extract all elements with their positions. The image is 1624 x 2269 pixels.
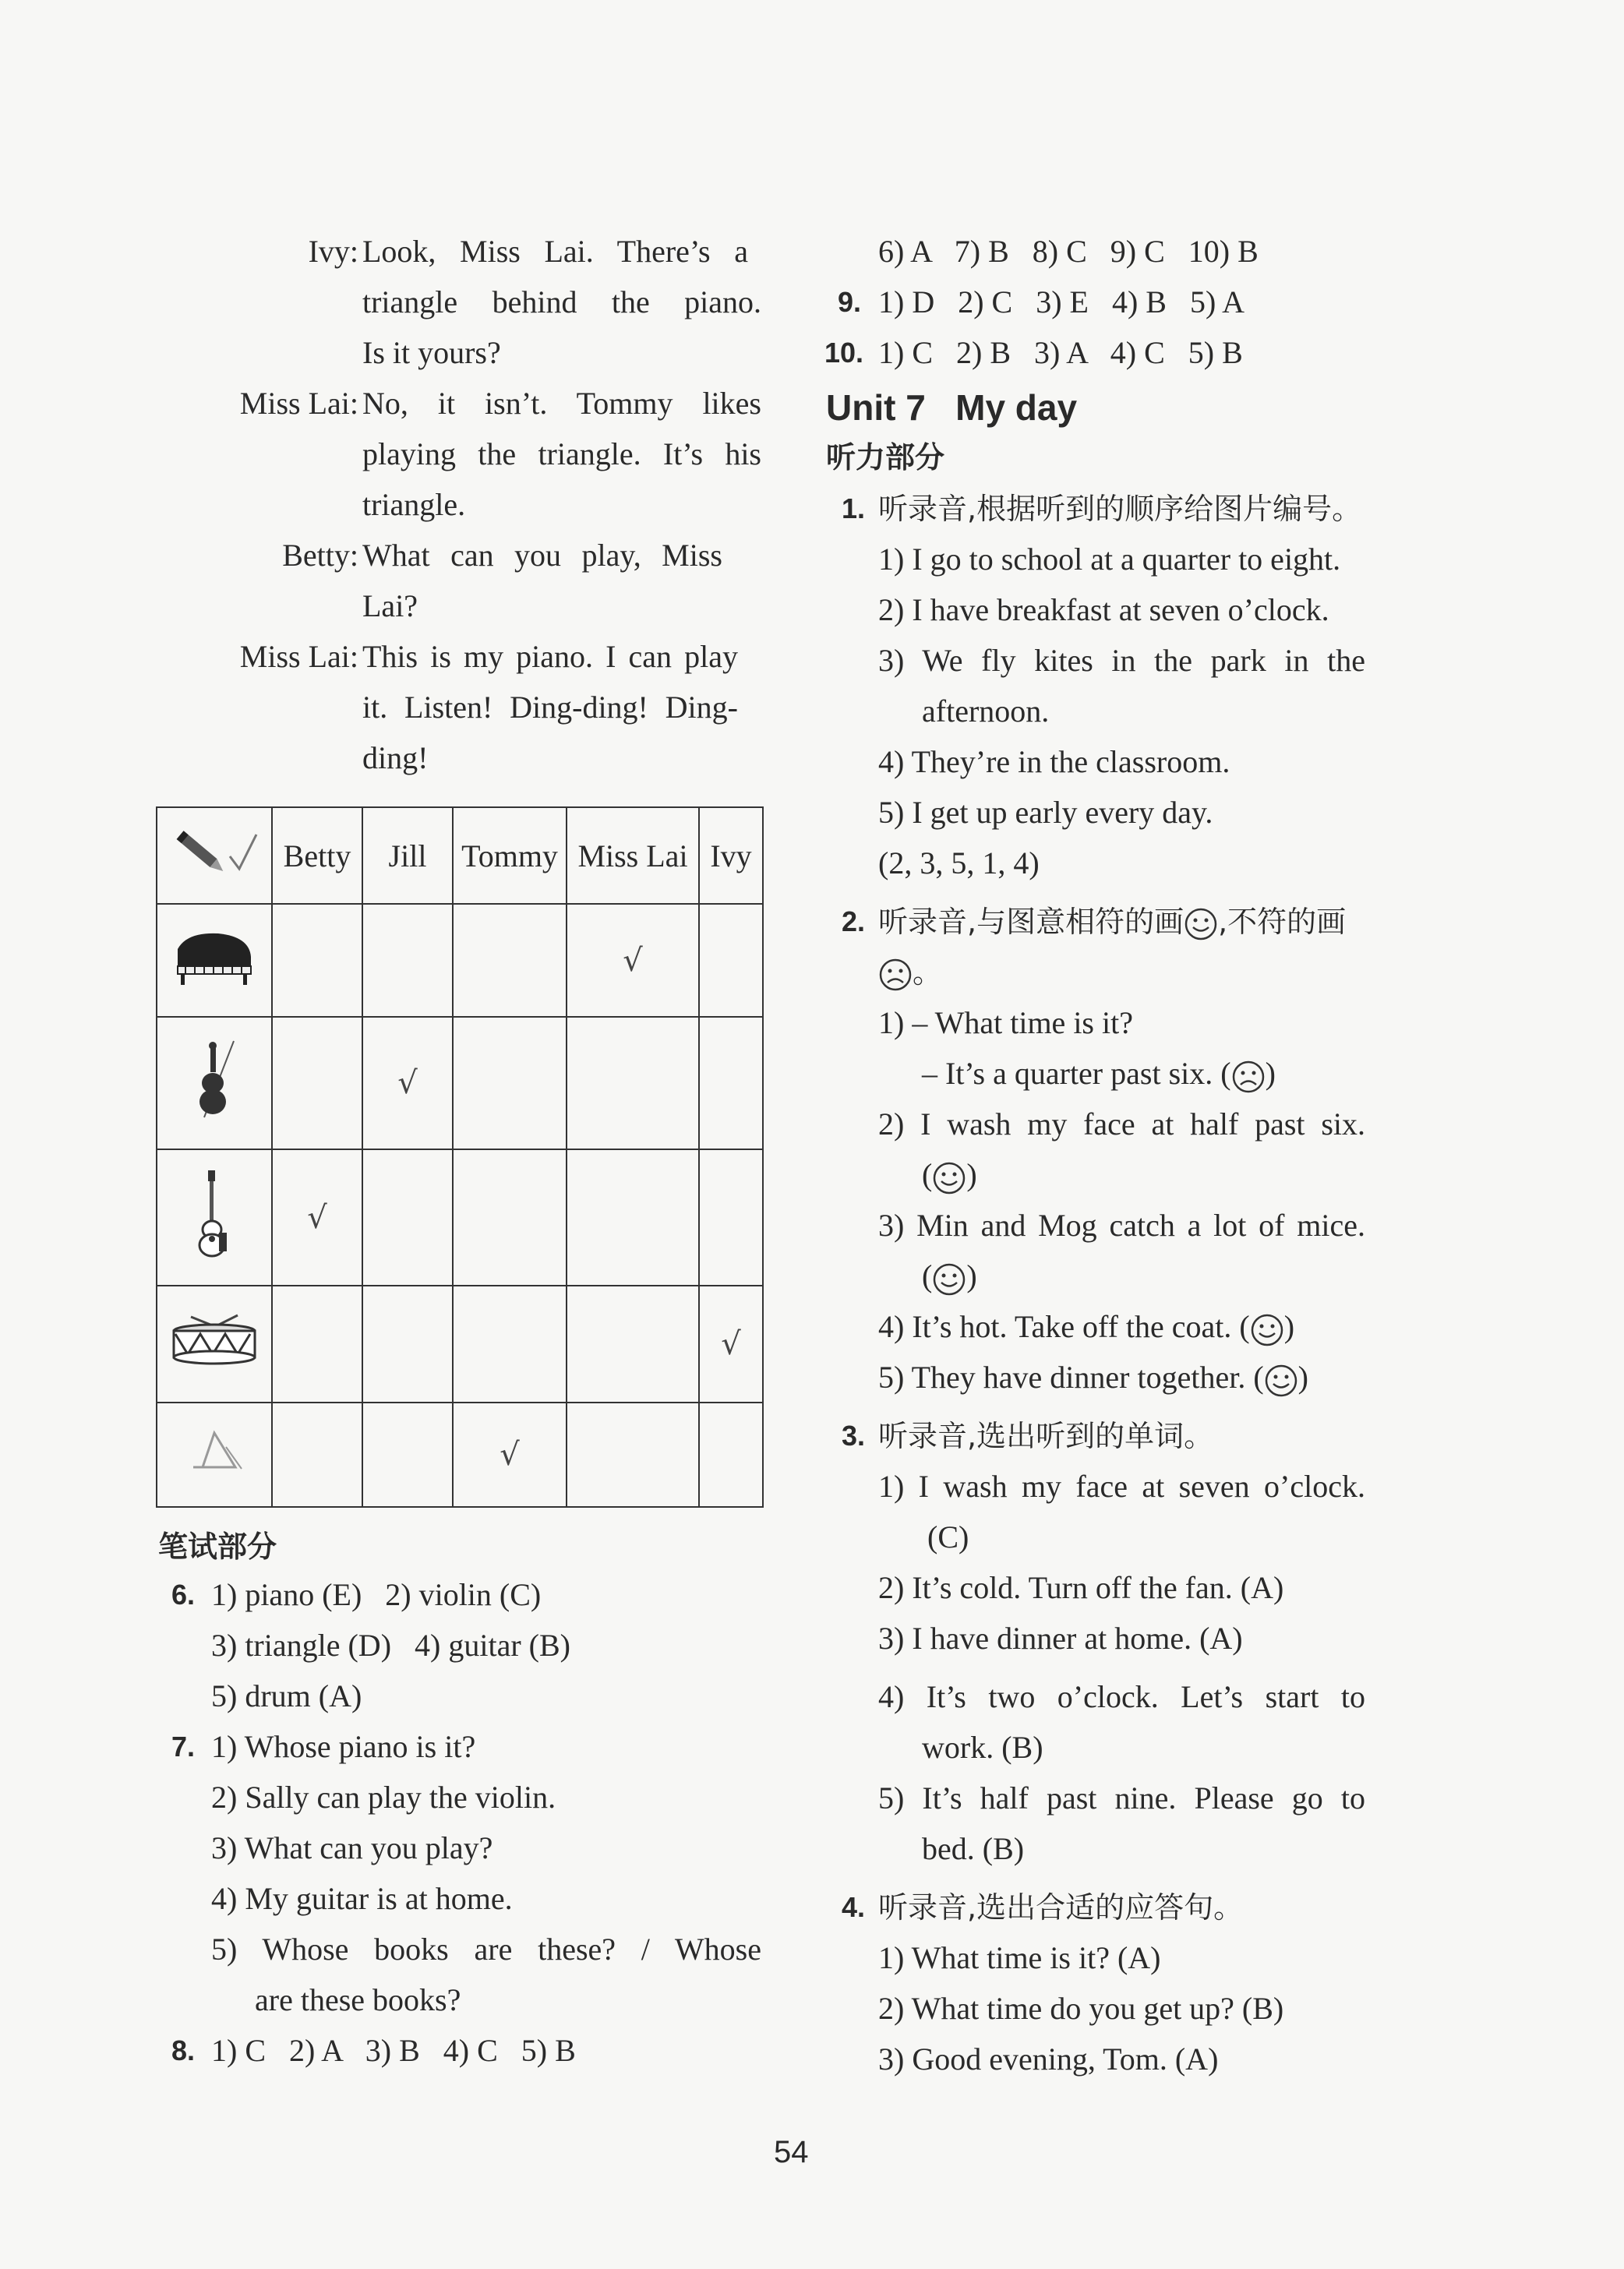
answer-line: 3) triangle (D) 4) guitar (B) [211, 1628, 570, 1663]
question-prompt [878, 898, 1346, 945]
dialogue-line: it. Listen! Ding-ding! Ding- [362, 690, 738, 725]
dialogue-line: No, it isn’t. Tommy likes [362, 386, 761, 421]
answer-line: 4) It’s two o’clock. Let’s start to [878, 1679, 1365, 1714]
table-row [157, 1149, 763, 1286]
triangle-icon [179, 1424, 249, 1478]
answer-text: ) [1297, 1360, 1308, 1395]
check-cell [362, 1286, 453, 1403]
instrument-cell [157, 1017, 272, 1149]
speaker-label: Miss Lai: [239, 386, 358, 421]
dialogue-line: triangle. [362, 487, 466, 522]
guitar-icon [191, 1167, 238, 1261]
prompt-text: 。 [913, 955, 943, 990]
answer-line: 2) I wash my face at half past six. [878, 1106, 1365, 1142]
answer-line [878, 1354, 1308, 1401]
check-cell [567, 1403, 699, 1507]
answer-line: bed. (B) [922, 1831, 1025, 1866]
question-number: 3. [842, 1420, 866, 1452]
answer-line: 1) What time is it? (A) [878, 1940, 1161, 1975]
answer-text: – It’s a quarter past six. ( [922, 1056, 1231, 1091]
speaker-label: Ivy: [308, 234, 358, 269]
check-cell: √ [362, 1017, 453, 1149]
check-cell [453, 1017, 567, 1149]
answer-line: 4) My guitar is at home. [211, 1881, 513, 1916]
prompt-text: ,不符的画 [1218, 905, 1347, 939]
question-prompt: 听录音,选出合适的应答句。 [878, 1890, 1244, 1925]
check-cell [699, 1403, 763, 1507]
answer-text: ) [1265, 1056, 1276, 1091]
speaker-label: Betty: [282, 538, 358, 573]
sad-face-icon [878, 958, 913, 992]
dialogue-line: triangle behind the piano. [362, 284, 761, 319]
answer-line: 1) I go to school at a quarter to eight. [878, 542, 1341, 577]
instrument-cell [157, 1286, 272, 1403]
answer-line: 6) A 7) B 8) C 9) C 10) B [878, 234, 1259, 269]
dialogue-line: ding! [362, 740, 429, 775]
answer-line: 3) I have dinner at home. (A) [878, 1621, 1243, 1656]
answer-line [878, 1304, 1294, 1350]
header-betty: Betty [272, 807, 362, 904]
dialogue-line: Is it yours? [362, 335, 501, 370]
check-cell [453, 1149, 567, 1286]
table-row [157, 1286, 763, 1403]
answer-text: ) [1283, 1309, 1295, 1344]
check-cell: √ [567, 904, 699, 1017]
smile-face-icon [932, 1262, 966, 1297]
answer-line: 3) Min and Mog catch a lot of mice. [878, 1208, 1365, 1243]
question-number: 7. [171, 1731, 196, 1763]
answer-line [922, 1253, 977, 1300]
check-cell [272, 1017, 362, 1149]
check-cell [362, 1149, 453, 1286]
check-cell [699, 1017, 763, 1149]
check-cell: √ [272, 1149, 362, 1286]
dialogue-line: Lai? [362, 588, 418, 623]
answer-line: 4) They’re in the classroom. [878, 744, 1230, 779]
answer-line: are these books? [255, 1982, 461, 2017]
question-number: 6. [171, 1579, 196, 1611]
question-number: 9. [838, 286, 862, 318]
check-cell [272, 1286, 362, 1403]
answer-line [922, 1050, 1276, 1097]
check-cell [567, 1149, 699, 1286]
answer-line: 1) D 2) C 3) E 4) B 5) A [878, 284, 1244, 319]
prompt-text: 听录音,与图意相符的画 [878, 905, 1184, 939]
table-header-row [157, 807, 763, 904]
smile-face-icon [1250, 1313, 1284, 1347]
violin-icon [187, 1036, 242, 1122]
dialogue-line: What can you play, Miss [362, 538, 722, 573]
answer-line: 2) It’s cold. Turn off the fan. (A) [878, 1570, 1284, 1605]
answer-line: 3) We fly kites in the park in the [878, 643, 1365, 678]
check-cell: √ [453, 1403, 567, 1507]
pencil-icon [168, 820, 261, 883]
check-cell [272, 1403, 362, 1507]
answer-line: 1) I wash my face at seven o’clock. [878, 1469, 1365, 1504]
answer-line: 2) Sally can play the violin. [211, 1780, 556, 1815]
page-number: 54 [774, 2135, 809, 2169]
table-row [157, 1403, 763, 1507]
pencil-check-cell [157, 807, 272, 904]
answer-line: 1) C 2) B 3) A 4) C 5) B [878, 335, 1243, 370]
answer-line: 2) What time do you get up? (B) [878, 1991, 1284, 2026]
smile-face-icon [1184, 907, 1218, 941]
smile-face-icon [932, 1161, 966, 1195]
question-prompt: 听录音,根据听到的顺序给图片编号。 [878, 492, 1362, 526]
answer-text: 4) It’s hot. Take off the coat. ( [878, 1309, 1250, 1344]
answer-line: (2, 3, 5, 1, 4) [878, 845, 1040, 880]
answer-line: 3) What can you play? [211, 1830, 493, 1865]
question-number: 8. [171, 2034, 196, 2066]
instrument-table [156, 806, 764, 1508]
answer-line [922, 1152, 977, 1198]
header-tommy: Tommy [453, 807, 567, 904]
check-cell [453, 1286, 567, 1403]
answer-text: ( [922, 1157, 933, 1192]
answer-line: 5) It’s half past nine. Please go to [878, 1780, 1365, 1816]
answer-line: 5) I get up early every day. [878, 795, 1213, 830]
check-cell [567, 1017, 699, 1149]
table-row [157, 1017, 763, 1149]
check-cell [699, 1149, 763, 1286]
question-number: 1. [842, 492, 866, 524]
check-cell [567, 1286, 699, 1403]
speaker-label: Miss Lai: [239, 639, 358, 674]
question-number: 2. [842, 905, 866, 937]
answer-line: 1) – What time is it? [878, 1005, 1133, 1040]
piano-icon [171, 926, 257, 988]
answer-text: ) [966, 1258, 977, 1293]
answer-line: 2) I have breakfast at seven o’clock. [878, 592, 1329, 627]
instrument-cell [157, 1149, 272, 1286]
smile-face-icon [1264, 1364, 1298, 1398]
answer-line: 1) piano (E) 2) violin (C) [211, 1577, 542, 1612]
dialogue-line: This is my piano. I can play [362, 639, 738, 674]
answer-line: work. (B) [922, 1730, 1043, 1765]
answer-line: 5) Whose books are these? / Whose [211, 1932, 761, 1967]
sad-face-icon [1231, 1060, 1266, 1094]
check-cell [362, 904, 453, 1017]
check-cell: √ [699, 1286, 763, 1403]
check-cell [453, 904, 567, 1017]
drum-icon [168, 1309, 261, 1371]
instrument-cell [157, 904, 272, 1017]
answer-line: 1) C 2) A 3) B 4) C 5) B [211, 2033, 576, 2068]
check-cell [362, 1403, 453, 1507]
answer-text: 5) They have dinner together. ( [878, 1360, 1264, 1395]
check-cell [699, 904, 763, 1017]
header-miss-lai: Miss Lai [567, 807, 699, 904]
check-cell [272, 904, 362, 1017]
answer-text: ( [922, 1258, 933, 1293]
header-ivy: Ivy [699, 807, 763, 904]
question-prompt [878, 949, 942, 996]
header-jill: Jill [362, 807, 453, 904]
instrument-cell [157, 1403, 272, 1507]
listening-section-title: 听力部分 [826, 440, 945, 475]
answer-line: 5) drum (A) [211, 1678, 362, 1713]
question-number: 4. [842, 1891, 866, 1923]
answer-line: 1) Whose piano is it? [211, 1729, 476, 1764]
question-prompt: 听录音,选出听到的单词。 [878, 1419, 1214, 1453]
answer-text: ) [966, 1157, 977, 1192]
unit-title: Unit 7 My day [826, 387, 1078, 428]
table-row [157, 904, 763, 1017]
written-section-title: 笔试部分 [158, 1530, 277, 1564]
answer-line: (C) [927, 1519, 969, 1554]
answer-line: afternoon. [922, 693, 1050, 729]
dialogue-line: Look, Miss Lai. There’s a [362, 234, 748, 269]
dialogue-line: playing the triangle. It’s his [362, 436, 761, 471]
answer-line: 3) Good evening, Tom. (A) [878, 2041, 1219, 2077]
question-number: 10. [824, 337, 864, 369]
